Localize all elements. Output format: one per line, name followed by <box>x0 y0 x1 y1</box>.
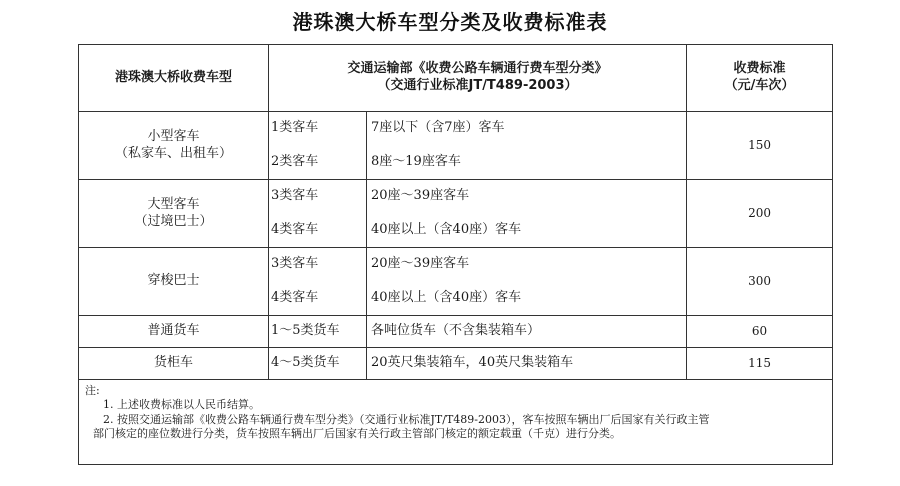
class-cell: 3类客车 <box>269 248 367 282</box>
table-header-row <box>79 45 833 112</box>
notes-row <box>79 380 833 465</box>
notes-cell <box>79 380 833 465</box>
class-cell: 2类客车 <box>269 146 367 180</box>
class-cell: 4～5类货车 <box>269 348 367 380</box>
vehicle-type-note: （过境巴士） <box>134 213 213 229</box>
note-line-3: 部门核定的座位数进行分类，货车按照车辆出厂后国家有关行政主管部门核定的额定载重（千克）进行分类。 <box>93 426 621 440</box>
fee-cell: 200 <box>687 180 833 248</box>
table-row <box>79 348 833 380</box>
class-cell: 1～5类货车 <box>269 316 367 348</box>
table-row <box>79 248 833 282</box>
vehicle-type-cell <box>79 248 269 316</box>
description-cell: 40座以上（含40座）客车 <box>367 214 687 248</box>
class-cell: 4类客车 <box>269 282 367 316</box>
fee-cell: 60 <box>687 316 833 348</box>
vehicle-type-cell: 货柜车 <box>79 348 269 380</box>
description-cell: 20英尺集装箱车，40英尺集装箱车 <box>367 348 687 380</box>
vehicle-type-name: 小型客车 <box>147 128 200 144</box>
vehicle-type-cell: 普通货车 <box>79 316 269 348</box>
description-cell: 20座～39座客车 <box>367 180 687 214</box>
table-row <box>79 180 833 214</box>
class-cell: 1类客车 <box>269 112 367 146</box>
fee-table <box>78 44 833 465</box>
vehicle-type-cell <box>79 112 269 180</box>
description-cell: 7座以下（含7座）客车 <box>367 112 687 146</box>
vehicle-type-name: 穿梭巴士 <box>147 273 200 289</box>
fee-cell: 150 <box>687 112 833 180</box>
class-cell: 3类客车 <box>269 180 367 214</box>
table-row <box>79 316 833 348</box>
header-standard-line2: （交通行业标准JT/T489-2003） <box>377 78 578 93</box>
fee-cell: 115 <box>687 348 833 380</box>
table-row <box>79 112 833 146</box>
class-cell: 4类客车 <box>269 214 367 248</box>
fee-cell: 300 <box>687 248 833 316</box>
vehicle-type-cell <box>79 180 269 248</box>
note-line-2: 2. 按照交通运输部《收费公路车辆通行费车型分类》（交通行业标准JT/T489-2003），客车按照车辆出厂后国家有关行政主管 <box>103 412 710 426</box>
note-line-1: 1. 上述收费标准以人民币结算。 <box>103 398 260 412</box>
document-title: 港珠澳大桥车型分类及收费标准表 <box>292 10 608 34</box>
notes-label: 注: <box>85 384 100 397</box>
header-vehicle-type: 港珠澳大桥收费车型 <box>79 45 269 112</box>
description-cell: 20座～39座客车 <box>367 248 687 282</box>
vehicle-type-name: 大型客车 <box>147 196 200 212</box>
header-standard-line1: 交通运输部《收费公路车辆通行费车型分类》 <box>347 61 608 77</box>
vehicle-type-note: （私家车、出租车） <box>114 145 232 161</box>
description-cell: 各吨位货车（不含集装箱车） <box>367 316 687 348</box>
header-fee <box>687 45 833 112</box>
header-standard <box>269 45 687 112</box>
description-cell: 40座以上（含40座）客车 <box>367 282 687 316</box>
header-fee-line1: 收费标准 <box>733 61 786 77</box>
description-cell: 8座～19座客车 <box>367 146 687 180</box>
header-fee-line2: （元/车次） <box>724 78 795 93</box>
